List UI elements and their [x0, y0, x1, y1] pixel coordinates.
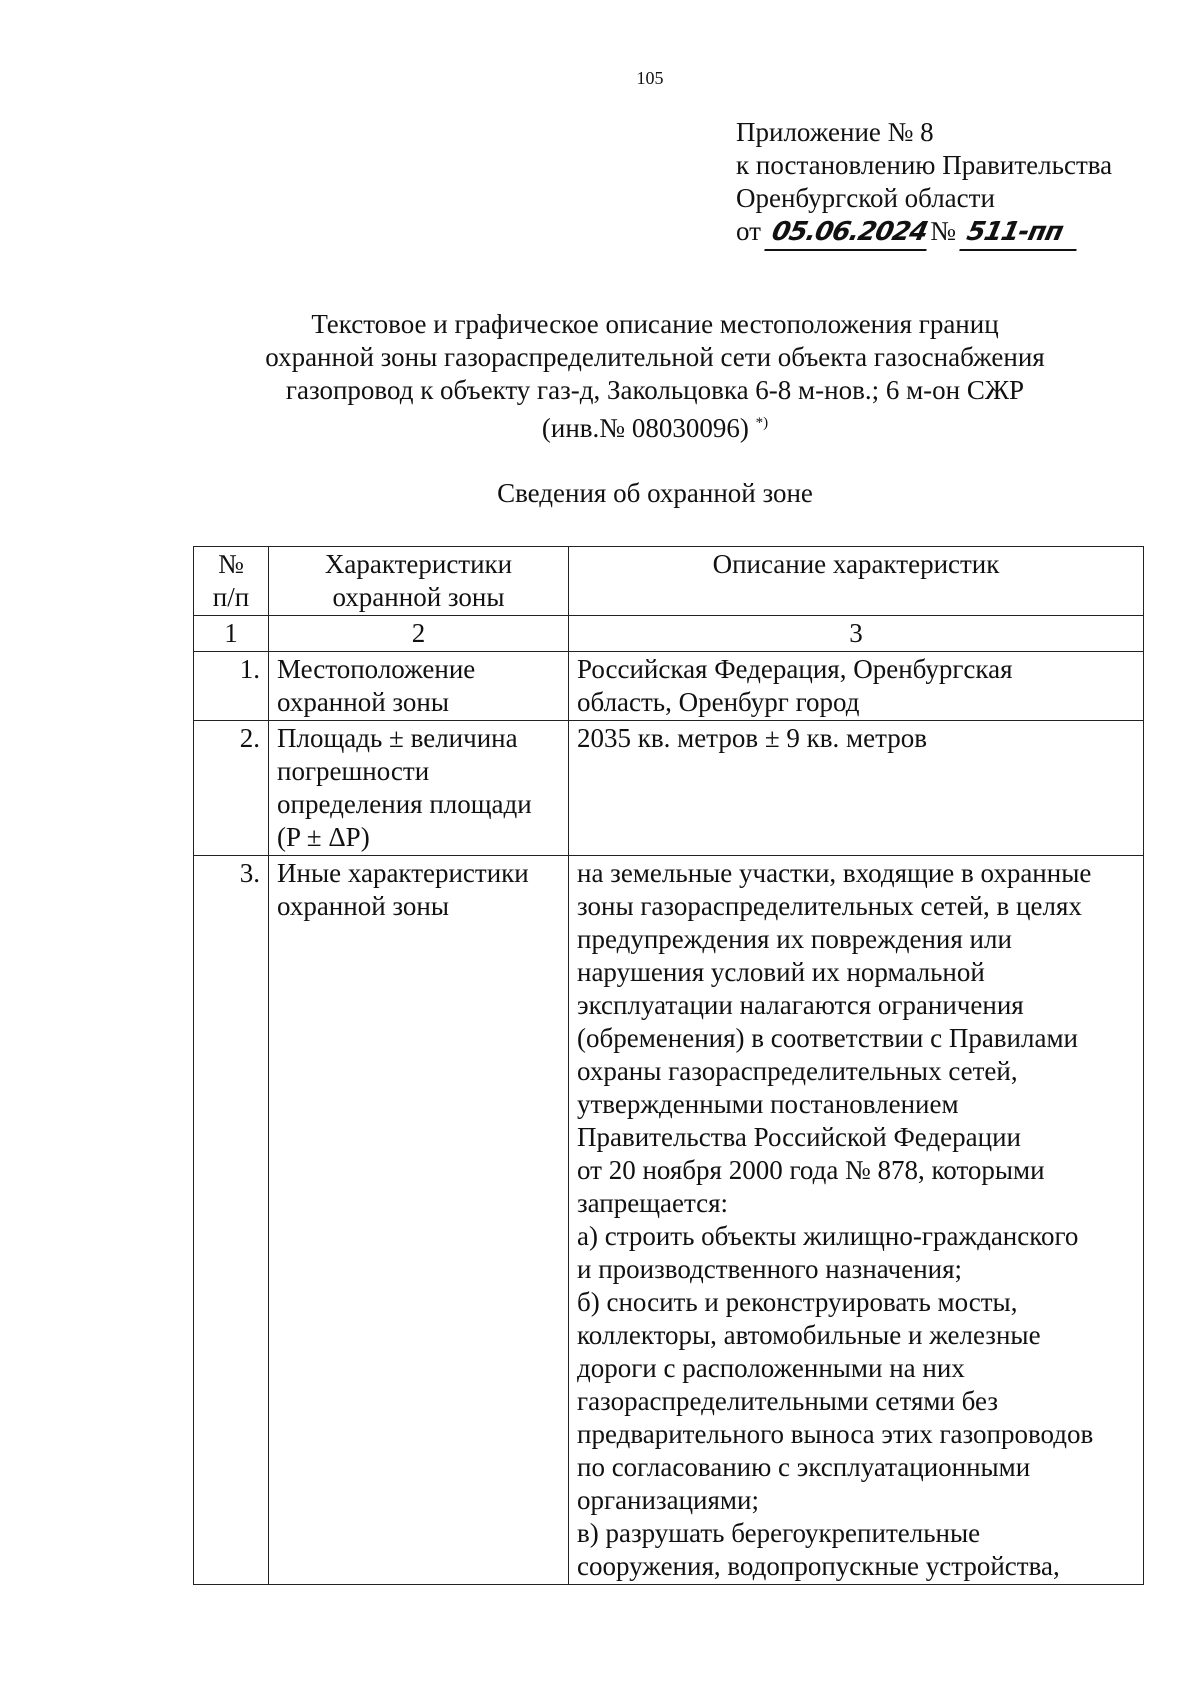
header-cell-number [194, 547, 269, 616]
appendix-line-2: к постановлению Правительства [736, 150, 1113, 180]
numbering-cell: 2 [269, 616, 569, 652]
title-line-1: Текстовое и графическое описание местоположения границ [311, 309, 999, 339]
handwritten-date: 05.06.2024 [764, 216, 934, 251]
description-line: сооружения, водопропускные устройства, [577, 1551, 1060, 1581]
row-number: 1. [194, 652, 269, 721]
characteristic-line: Площадь ± величина [277, 723, 518, 753]
table-row [194, 652, 1144, 721]
characteristic-line: охранной зоны [277, 687, 450, 717]
header-number-abbr: п/п [212, 582, 250, 612]
description-line: охраны газораспределительных сетей, [577, 1056, 1018, 1086]
header-characteristics-l2: охранной зоны [332, 582, 505, 612]
appendix-date-number-line [736, 215, 1112, 251]
description-line: утвержденными постановлением [577, 1089, 959, 1119]
table-row [194, 721, 1144, 856]
row-description [569, 856, 1144, 1585]
title-line-4-wrap [130, 407, 1180, 445]
description-line: газораспределительными сетями без [577, 1386, 999, 1416]
row-description [569, 721, 1144, 856]
description-line: запрещается: [577, 1188, 729, 1218]
characteristic-line: определения площади [277, 789, 532, 819]
row-description [569, 652, 1144, 721]
table-header-row [194, 547, 1144, 616]
description-line: предварительного выноса этих газопроводов [577, 1419, 1094, 1449]
title-line-2: охранной зоны газораспределительной сети объекта газоснабжения [265, 342, 1045, 372]
row-characteristic [269, 652, 569, 721]
from-label: от [736, 216, 761, 246]
document-title [130, 308, 1180, 445]
description-line: от 20 ноября 2000 года № 878, которыми [577, 1155, 1045, 1185]
description-line: (обременения) в соответствии с Правилами [577, 1023, 1078, 1053]
header-characteristics-l1: Характеристики [324, 549, 513, 579]
description-line: б) сносить и реконструировать мосты, [577, 1287, 1018, 1317]
description-line: коллекторы, автомобильные и железные [577, 1320, 1041, 1350]
characteristic-line: охранной зоны [277, 891, 450, 921]
description-line: нарушения условий их нормальной [577, 957, 985, 987]
characteristic-line: Иные характеристики [277, 858, 529, 888]
characteristic-line: погрешности [277, 756, 430, 786]
header-cell-description [569, 547, 1144, 616]
characteristic-line: Местоположение [277, 654, 476, 684]
description-line: на земельные участки, входящие в охранные [577, 858, 1092, 888]
numbering-cell: 3 [569, 616, 1144, 652]
characteristic-line: (P ± ΔP) [277, 822, 370, 852]
numbering-cell: 1 [194, 616, 269, 652]
appendix-line-3: Оренбургской области [736, 183, 995, 213]
footnote-mark: *) [755, 415, 769, 431]
zone-info-table [193, 546, 1144, 1585]
appendix-block [736, 116, 1112, 251]
handwritten-number: 511-пп [959, 216, 1083, 251]
description-line: по согласованию с эксплуатационными [577, 1452, 1031, 1482]
row-number: 2. [194, 721, 269, 856]
description-line: Российская Федерация, Оренбургская [577, 654, 1013, 684]
title-line-3: газопровод к объекту газ-д, Закольцовка 6-8 м-нов.; 6 м-он СЖР [285, 375, 1025, 405]
header-description: Описание характеристик [712, 549, 1000, 579]
description-line: зоны газораспределительных сетей, в целях [577, 891, 1082, 921]
description-line: эксплуатации налагаются ограничения [577, 990, 1024, 1020]
description-line: область, Оренбург город [577, 687, 860, 717]
description-line: предупреждения их повреждения или [577, 924, 1012, 954]
description-line: дороги с расположенными на них [577, 1353, 965, 1383]
table-row [194, 856, 1144, 1585]
title-line-4: (инв.№ 08030096) [541, 413, 749, 443]
header-cell-characteristics [269, 547, 569, 616]
row-characteristic [269, 856, 569, 1585]
appendix-line-1: Приложение № 8 [736, 117, 934, 147]
section-subtitle: Сведения об охранной зоне [497, 478, 813, 508]
number-label: № [930, 216, 956, 246]
page-number: 105 [636, 68, 664, 88]
description-line: организациями; [577, 1485, 759, 1515]
header-number-sign: № [218, 549, 244, 579]
description-line: и производственного назначения; [577, 1254, 963, 1284]
row-characteristic [269, 721, 569, 856]
description-line: 2035 кв. метров ± 9 кв. метров [577, 723, 927, 753]
table-numbering-row [194, 616, 1144, 652]
description-line: Правительства Российской Федерации [577, 1122, 1021, 1152]
description-line: а) строить объекты жилищно-гражданского [577, 1221, 1079, 1251]
row-number: 3. [194, 856, 269, 1585]
description-line: в) разрушать берегоукрепительные [577, 1518, 981, 1548]
